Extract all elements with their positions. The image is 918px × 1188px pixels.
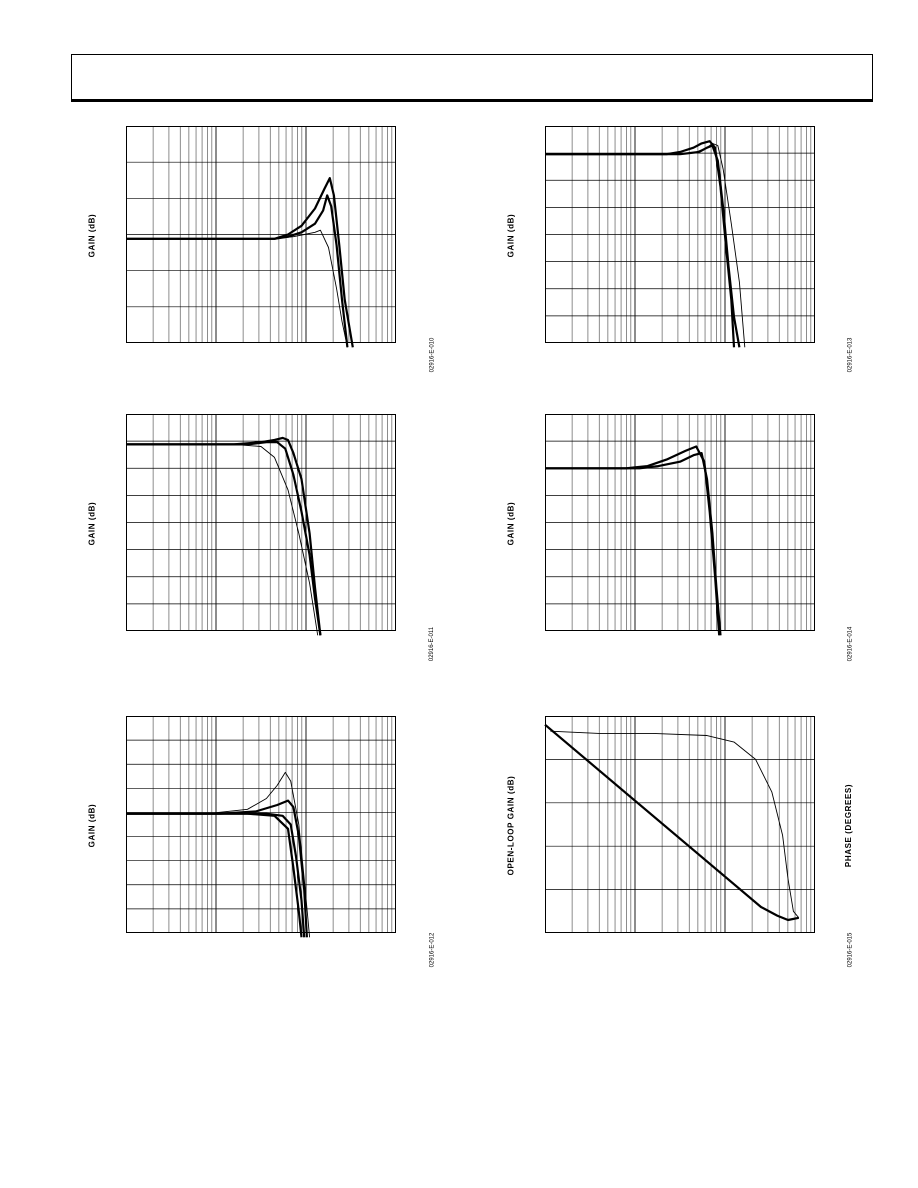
series-line-1 [545, 725, 799, 920]
figure-id: 02916-E-010 [428, 337, 435, 373]
chart-c2 [545, 126, 815, 343]
gridlines [545, 716, 815, 933]
series-line-1 [126, 195, 347, 347]
chart-c3 [126, 414, 396, 631]
series-line-1 [545, 447, 719, 636]
figure-id: 02916-E-014 [846, 626, 853, 662]
chart-c6 [545, 716, 815, 933]
figure-id: 02916-E-012 [428, 932, 435, 968]
y-axis-label: OPEN-LOOP GAIN (dB) [506, 775, 516, 875]
y-axis-label: GAIN (dB) [506, 213, 516, 257]
figure-id: 02916-E-011 [429, 626, 436, 662]
series-line-3 [126, 814, 304, 938]
gridlines [545, 126, 815, 343]
y2-axis-label: PHASE (DEGREES) [843, 783, 853, 867]
chart-c4 [545, 414, 815, 631]
figure-id: 02916-E-015 [846, 932, 853, 968]
series-line-4 [126, 814, 302, 938]
series-line-3 [545, 143, 745, 347]
series-line-3 [126, 444, 318, 635]
series-line-1 [545, 141, 734, 347]
series-line-1 [126, 772, 310, 937]
y-axis-label: GAIN (dB) [506, 501, 516, 545]
y-axis-label: GAIN (dB) [87, 803, 97, 847]
series-line-2 [545, 453, 721, 635]
series-line-2 [545, 146, 739, 348]
series-line-3 [126, 230, 347, 347]
chart-c5 [126, 716, 396, 933]
chart-c1 [126, 126, 396, 343]
y-axis-label: GAIN (dB) [87, 213, 97, 257]
gridlines [545, 414, 815, 631]
series-line-2 [126, 442, 320, 635]
gridlines [126, 126, 396, 343]
figure-id: 02916-E-013 [846, 337, 853, 373]
plot-frame [127, 717, 396, 933]
plot-frame [546, 717, 815, 933]
gridlines [126, 716, 396, 933]
page-header-frame [71, 54, 873, 102]
y-axis-label: GAIN (dB) [87, 501, 97, 545]
series-line-2 [126, 178, 353, 347]
